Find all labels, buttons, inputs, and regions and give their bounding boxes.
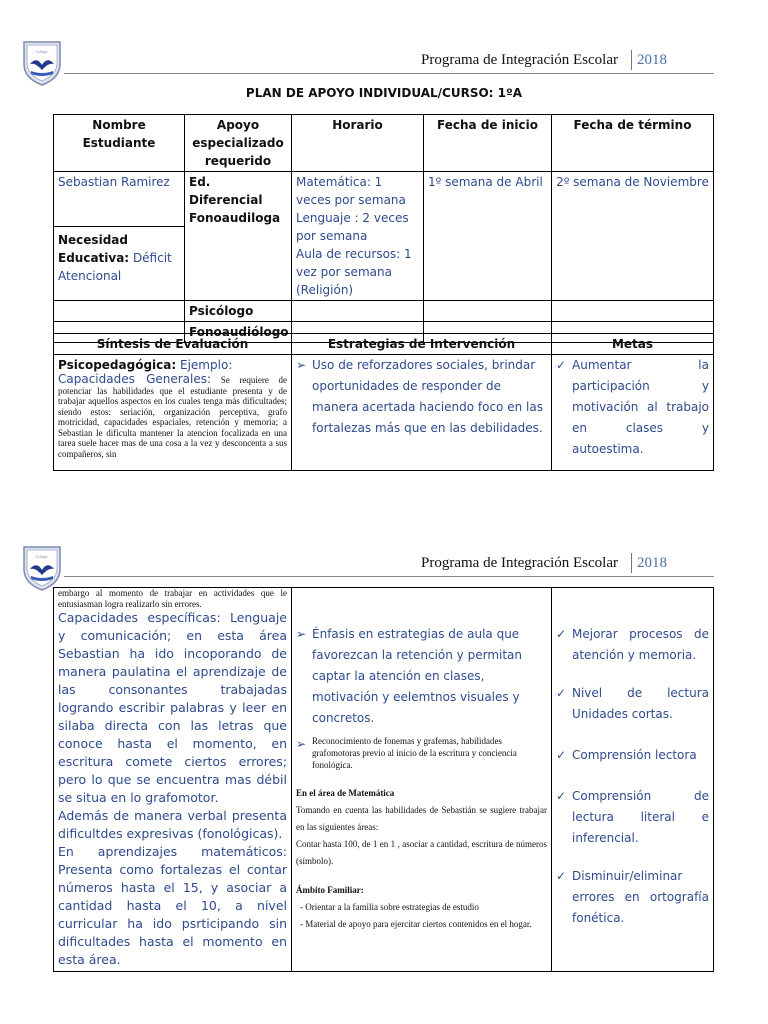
schedule-matematica: Matemática: 1 veces por semana — [296, 175, 406, 207]
cap-gen-text: Se requiere de potenciar las habilidades que el estudiante presenta y de trabajar aquellos aspectos en los cuales tenga más dificultades; siendo estos: seriación, organización perceptiva, grafo motricidad, capacidades espaciales, retención y memoria; a Sebastian le dificulta mantener la atencion focalizada en una tarea suele hacer mas de una cosa a la vez y desconcenta a sus compañeros, sin — [58, 375, 287, 459]
need-label: Necesidad Educativa: — [58, 233, 130, 266]
svg-text:Colegio: Colegio — [35, 554, 49, 559]
verbal-text: Además de manera verbal presenta dificultdes expresivas (fonológicas). — [58, 808, 287, 841]
continuation-text: embargo al momento de trabajar en actividades que le entusiasman logra realizarlo sin errores. — [58, 588, 287, 609]
goal-text: Disminuir/eliminar errores en ortografía fonética. — [572, 869, 709, 925]
math-area-text2: Contar hasta 100, de 1 en 1 , asociar a cantidad, escritura de números (símbolo). — [296, 839, 547, 866]
empty-cell — [552, 301, 714, 322]
col-header-fecha-termino: Fecha de término — [552, 115, 714, 172]
need-cell — [54, 227, 185, 301]
support-cell — [185, 172, 292, 301]
check-icon: ✓ — [556, 358, 567, 372]
svg-text:Colegio: Colegio — [35, 49, 49, 54]
strategy-text: Reconocimiento de fonemas y grafemas, habilidades grafomotoras previo al inicio de la escritura y conciencia fonológica. — [312, 736, 517, 770]
program-year: 2018 — [631, 553, 667, 573]
section-header-sintesis: Síntesis de Evaluación — [54, 334, 292, 355]
goal-text: Comprensión de lectura literal e inferencial. — [572, 789, 709, 845]
end-date: 2º semana de Noviembre — [552, 172, 714, 301]
section-header-estrategias: Estrategias de Intervención — [292, 334, 552, 355]
row-psicologo: Psicólogo — [185, 301, 292, 322]
math-area-title: En el área de Matemática — [296, 788, 395, 798]
check-icon: ✓ — [556, 869, 567, 883]
school-crest-logo — [22, 40, 62, 86]
math-text: En aprendizajes matemáticos: Presenta como fortalezas el contar números hasta el 15, y asociar a cantidad hasta el 10, a nivel curricular ha ido psrticipando sin dificultades hasta el momento en esta área. — [58, 844, 287, 967]
psico-example: Ejemplo: — [180, 358, 233, 372]
family-title: Ámbito Familiar: — [296, 885, 364, 895]
schedule-lenguaje: Lenguaje : 2 veces por semana — [296, 211, 409, 243]
start-date: 1º semana de Abril — [424, 172, 552, 301]
schedule-aula-recursos: Aula de recursos: 1 vez por semana (Religión) — [296, 247, 412, 297]
family-item: - Material de apoyo para ejercitar ciertos contenidos en el hogar. — [300, 919, 532, 929]
row-fonoaudiologo: Fonoaudiólogo — [185, 322, 292, 343]
math-area-text: Tomando en cuenta las habilidades de Sebastián se sugiere trabajar en las siguientes áreas: — [296, 805, 547, 832]
cap-especificas-text: Capacidades específicas: Lenguaje y comunicación; en esta área Sebastian ha ido incoporando de manera paulatina el aprendizaje de las consonantes trabajadas logrando escribir palabras y leer en silaba directa con las letras que conoce hasta el momento, en escritura comete ciertos errores; pero lo que se encuentra mas débil se situa en lo grafomotor. — [58, 610, 287, 805]
arrow-bullet-icon: ➢ — [296, 737, 307, 751]
support-ed-diferencial: Ed. Diferencial — [189, 175, 263, 207]
arrow-bullet-icon: ➢ — [296, 627, 307, 641]
support-fonoaudiologa: Fonoaudiloga — [189, 211, 281, 225]
col-header-apoyo: Apoyo especializado requerido — [185, 115, 292, 172]
program-title: Programa de Integración Escolar — [421, 52, 618, 68]
goal-text: Mejorar procesos de atención y memoria. — [572, 627, 709, 662]
goal-text: Aumentar la participación y motivación al trabajo en clases y autoestima. — [572, 358, 709, 456]
schedule-cell — [292, 172, 424, 301]
check-icon: ✓ — [556, 789, 567, 803]
check-icon: ✓ — [556, 686, 567, 700]
goal-text: Nivel de lectura Unidades cortas. — [572, 686, 709, 721]
student-name: Sebastian Ramirez — [54, 172, 185, 227]
col-header-nombre: Nombre Estudiante — [54, 115, 185, 172]
strategy-text: Uso de reforzadores sociales, brindar oportunidades de responder de manera acertada haciendo foco en las fortalezas más que en las debilidades. — [312, 358, 543, 435]
goal-text: Comprensión lectora — [572, 748, 697, 762]
need-value: Déficit Atencional — [58, 251, 172, 284]
evaluation-table-continued — [53, 587, 714, 972]
plan-table — [53, 114, 714, 343]
empty-cell — [424, 301, 552, 322]
goal-cell — [552, 355, 714, 471]
empty-cell — [54, 301, 185, 322]
plan-title: PLAN DE APOYO INDIVIDUAL/CURSO: 1ºA — [245, 86, 523, 100]
program-year: 2018 — [631, 50, 667, 70]
col-header-horario: Horario — [292, 115, 424, 172]
header-divider — [64, 73, 714, 74]
strategy-cell — [292, 355, 552, 471]
check-icon: ✓ — [556, 627, 567, 641]
empty-cell — [292, 301, 424, 322]
evaluation-table — [53, 333, 714, 471]
section-header-metas: Metas — [552, 334, 714, 355]
evaluation-cell — [54, 355, 292, 471]
program-title: Programa de Integración Escolar — [421, 555, 618, 571]
arrow-bullet-icon: ➢ — [296, 358, 307, 372]
evaluation-cell — [54, 588, 292, 972]
strategy-text: Énfasis en estrategias de aula que favorezcan la retención y permitan captar la atención en clases, motivación y eelemtnos visuales y concretos. — [312, 627, 523, 725]
strategy-cell — [292, 588, 552, 972]
col-header-fecha-inicio: Fecha de inicio — [424, 115, 552, 172]
school-crest-logo — [22, 545, 62, 591]
family-item: - Orientar a la familia sobre estrategias de estudio — [300, 902, 479, 912]
psico-label: Psicopedagógica: — [58, 358, 177, 372]
cap-gen-label: Capacidades Generales: — [58, 372, 212, 386]
header-divider — [64, 576, 714, 577]
check-icon: ✓ — [556, 748, 567, 762]
goals-cell — [552, 588, 714, 972]
